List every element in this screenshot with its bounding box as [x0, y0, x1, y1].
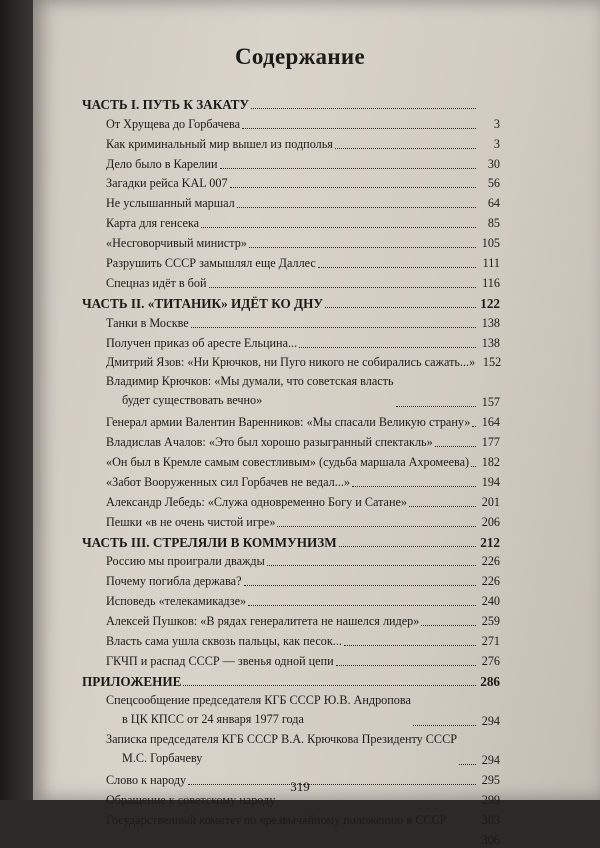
toc-entry	[82, 569, 500, 589]
toc-entry-title: Россию мы проиграли дважды	[106, 554, 265, 569]
toc-entry-title: ЧАСТЬ III. СТРЕЛЯЛИ В КОММУНИЗМ	[82, 534, 337, 550]
toc-part-heading	[82, 291, 500, 311]
toc-entry-title: Дмитрий Язов: «Ни Крючков, ни Пуго никого не собирались сажать...»	[106, 355, 476, 370]
toc-entry-title	[106, 372, 394, 410]
toc-leader-dots	[448, 824, 476, 825]
toc-entry	[82, 729, 500, 769]
toc-entry-title: Власть сама ушла сквозь пальцы, как песок...	[106, 633, 342, 648]
toc-page-number: 294	[481, 713, 500, 728]
toc-entry-title: Как криминальный мир вышел из подполья	[106, 136, 333, 151]
toc-entry-title: Алексей Пушков: «В рядах генералитета не нашелся лидер»	[106, 614, 420, 629]
toc-entry-title: Спецназ идёт в бой	[106, 275, 207, 290]
toc-leader-dots	[325, 307, 476, 308]
toc-page-number: 138	[481, 335, 500, 350]
toc-entry	[82, 172, 500, 192]
toc-entry	[82, 430, 500, 450]
toc-page-number: 294	[481, 753, 500, 768]
toc-leader-dots	[249, 247, 476, 248]
toc-leader-dots	[183, 685, 476, 686]
book-spine	[0, 0, 33, 800]
toc-entry	[82, 231, 500, 251]
toc-entry-title: Загадки рейса KAL 007	[106, 176, 228, 191]
toc-page-number: 164	[481, 415, 500, 430]
toc-page-number: 182	[481, 454, 500, 469]
toc-page-number: 64	[487, 196, 500, 211]
toc-entry-title: Владислав Ачалов: «Это был хорошо разыгранный спектакль»	[106, 435, 433, 450]
toc-entry	[82, 211, 500, 231]
toc-entry	[82, 152, 500, 172]
toc-leader-dots	[248, 605, 476, 606]
toc-entry-title: От Хрущева до Горбачева	[106, 116, 241, 131]
toc-leader-dots	[435, 446, 476, 447]
toc-page-number: 299	[481, 793, 500, 808]
toc-page-number: 138	[481, 315, 500, 330]
toc-entry-title-line1: Владимир Крючков: «Мы думали, что советская власть	[106, 374, 394, 389]
toc-entry	[82, 132, 500, 152]
toc-entry-title: Не услышанный маршал	[106, 196, 235, 211]
toc-page-number: 212	[480, 534, 500, 550]
toc-entry	[82, 370, 500, 410]
toc-leader-dots	[209, 287, 477, 288]
toc-page-number: 201	[481, 494, 500, 509]
toc-entry-title: ГКЧП и распад СССР — звенья одной цепи	[106, 653, 334, 668]
toc-entry-title: Получен приказ об аресте Ельцина...	[106, 335, 298, 350]
toc-page-number: 306	[481, 832, 500, 847]
toc-entry	[82, 808, 500, 828]
toc-entry-title-line2: в ЦК КПСС от 24 января 1977 года	[122, 711, 304, 726]
toc-leader-dots	[251, 108, 476, 109]
toc-entry-title: ЧАСТЬ II. «ТИТАНИК» ИДЁТ КО ДНУ	[82, 295, 324, 311]
toc-leader-dots	[277, 804, 476, 805]
toc-leader-dots	[344, 645, 476, 646]
toc-leader-dots	[336, 665, 476, 666]
toc-entry-title: ПРИЛОЖЕНИЕ	[82, 673, 182, 689]
toc-leader-dots	[299, 347, 476, 348]
toc-page-number: 30	[487, 156, 500, 171]
toc-leader-dots	[108, 844, 476, 845]
toc-leader-dots	[242, 128, 476, 129]
toc-entry-title: «Он был в Кремле самым совестливым» (судьба маршала Ахромеева)	[106, 454, 470, 469]
toc-page-number: 226	[481, 574, 500, 589]
toc-entry	[82, 689, 500, 729]
toc-page-number: 122	[480, 295, 500, 311]
toc-entry	[82, 589, 500, 609]
toc-leader-dots	[230, 187, 476, 188]
toc-entry	[82, 331, 500, 351]
toc-entry	[82, 649, 500, 669]
toc-entry	[82, 490, 500, 510]
toc-page-number: 56	[487, 176, 500, 191]
toc-entry-title: Почему погибла держава?	[106, 574, 242, 589]
page-number: 319	[290, 779, 310, 794]
toc-leader-dots	[335, 148, 476, 149]
toc-page-number: 276	[481, 653, 500, 668]
toc-leader-dots	[318, 267, 476, 268]
toc-entry	[82, 470, 500, 490]
toc-page-number: 105	[481, 236, 500, 251]
toc-entry	[82, 550, 500, 570]
toc-leader-dots	[237, 207, 476, 208]
toc-leader-dots	[352, 486, 476, 487]
table-of-contents	[82, 92, 500, 848]
toc-leader-dots	[471, 466, 476, 467]
toc-leader-dots	[472, 426, 476, 427]
toc-entry-title-line2: будет существовать вечно»	[122, 393, 263, 408]
toc-leader-dots	[459, 764, 476, 765]
toc-page-number: 3	[493, 116, 500, 131]
toc-page-number: 286	[480, 673, 500, 689]
toc-entry-title	[106, 691, 411, 729]
toc-page-number: 177	[481, 435, 500, 450]
toc-entry	[82, 410, 500, 430]
toc-entry-title: ЧАСТЬ I. ПУТЬ К ЗАКАТУ	[82, 96, 250, 112]
toc-entry-title: Разрушить СССР замышлял еще Даллес	[106, 256, 316, 271]
toc-part-heading	[82, 530, 500, 550]
toc-page-number: 303	[481, 813, 500, 827]
toc-entry-title: «Несговорчивый министр»	[106, 236, 247, 251]
toc-entry	[82, 271, 500, 291]
toc-part-heading	[82, 92, 500, 112]
toc-entry	[82, 251, 500, 271]
toc-entry	[82, 112, 500, 132]
toc-page-number: 152	[482, 355, 502, 370]
toc-leader-dots	[220, 168, 476, 169]
toc-entry-title: Генерал армии Валентин Варенников: «Мы спасали Великую страну»	[106, 415, 471, 430]
toc-entry-title-line1: Спецсообщение председателя КГБ СССР Ю.В. Андропова	[106, 692, 411, 707]
toc-page-number: 157	[481, 395, 500, 410]
toc-entry	[82, 629, 500, 649]
toc-entry-title: Карта для генсека	[106, 216, 200, 231]
toc-entry-title	[106, 730, 457, 768]
toc-page-number: 3	[493, 136, 500, 151]
toc-page-number: 116	[482, 275, 500, 290]
toc-entry	[82, 311, 500, 331]
toc-leader-dots	[339, 546, 476, 547]
toc-entry	[82, 609, 500, 629]
toc-page-number: 240	[481, 594, 500, 609]
toc-leader-dots	[191, 327, 476, 328]
toc-leader-dots	[244, 585, 477, 586]
toc-entry-title-line1: Записка председателя КГБ СССР В.А. Крючкова Президенту СССР	[106, 732, 457, 747]
toc-page-number: 259	[481, 614, 500, 629]
page-title: Содержание	[235, 44, 365, 69]
toc-leader-dots	[409, 506, 476, 507]
toc-leader-dots	[421, 625, 476, 626]
toc-page-number: 85	[487, 216, 500, 231]
toc-entry	[82, 450, 500, 470]
toc-page-number: 295	[481, 773, 500, 788]
toc-entry-title: Дело было в Карелии	[106, 156, 218, 171]
toc-entry-title: «Забот Вооруженных сил Горбачев не ведал...»	[106, 474, 350, 489]
toc-entry-title: Обращение к советскому народу	[106, 793, 276, 808]
toc-page-number: 194	[481, 474, 500, 489]
toc-entry-title: Танки в Москве	[106, 315, 189, 330]
toc-leader-dots	[396, 406, 476, 407]
toc-leader-dots	[201, 227, 476, 228]
toc-entry	[82, 191, 500, 211]
toc-entry	[82, 351, 500, 371]
toc-entry-title: Пешки «в не очень чистой игре»	[106, 514, 276, 529]
toc-entry	[82, 828, 500, 848]
toc-entry-title-line2: М.С. Горбачеву	[122, 751, 203, 766]
toc-part-heading	[82, 669, 500, 689]
toc-page-number: 206	[481, 514, 500, 529]
toc-entry-title: Слово к народу	[106, 773, 187, 788]
toc-leader-dots	[413, 725, 476, 726]
toc-entry-title: Александр Лебедь: «Служа одновременно Богу и Сатане»	[106, 494, 407, 509]
toc-page-number: 226	[481, 554, 500, 569]
toc-page-number: 111	[482, 256, 500, 271]
toc-leader-dots	[277, 526, 476, 527]
toc-leader-dots	[267, 565, 476, 566]
toc-page-number: 271	[481, 633, 500, 648]
toc-entry-title: Исповедь «телекамикадзе»	[106, 594, 247, 609]
toc-entry	[82, 510, 500, 530]
toc-entry-title: Государственный комитет по чрезвычайному положению в СССР	[106, 813, 447, 827]
